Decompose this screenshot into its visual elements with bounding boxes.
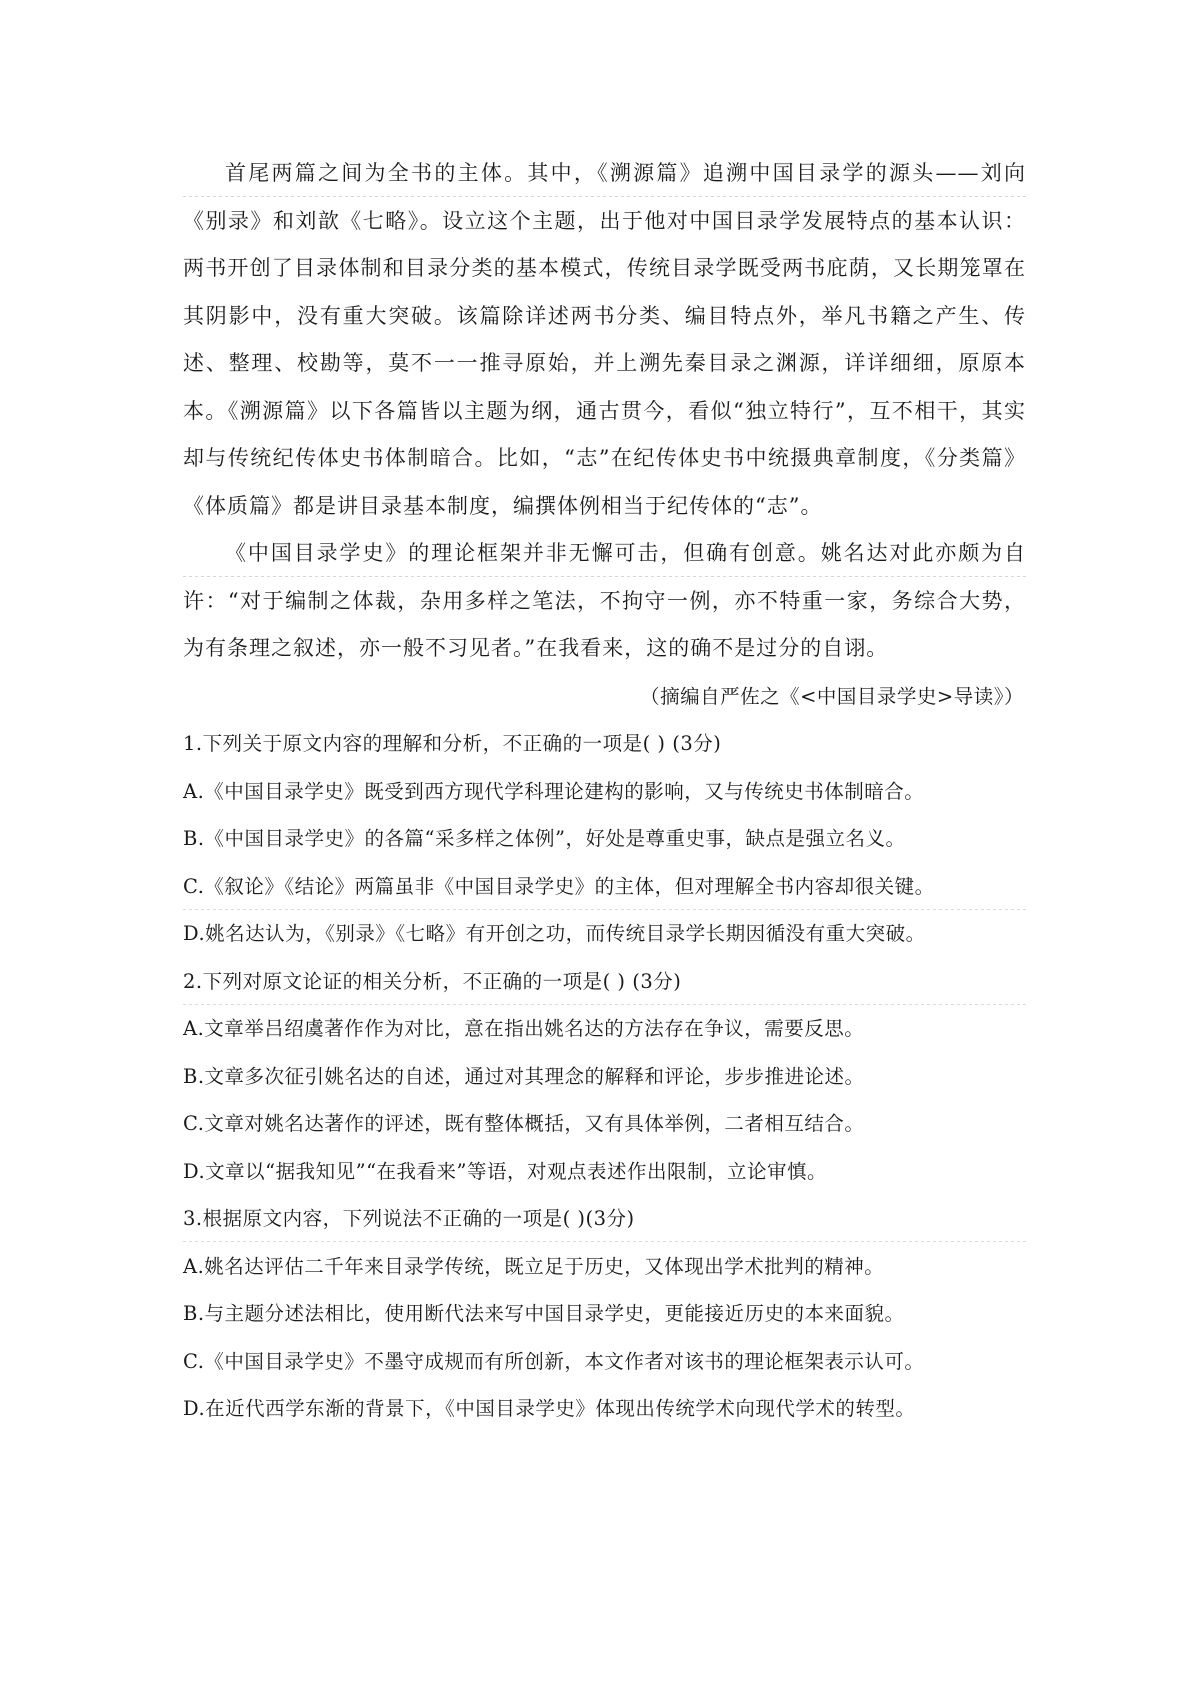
option-d: D.姚名达认为，《别录》《七略》有开创之功，而传统目录学长期因循没有重大突破。 [183, 922, 926, 945]
option-a: A.《中国目录学史》既受到西方现代学科理论建构的影响，又与传统史书体制暗合。 [183, 779, 925, 803]
option-a: A.文章举吕绍虞著作作为对比，意在指出姚名达的方法存在争议，需要反思。 [183, 1017, 865, 1040]
question-2 [183, 958, 1026, 1196]
option-a: A.姚名达评估二千年来目录学传统，既立足于历史，又体现出学术批判的精神。 [183, 1254, 885, 1278]
passage-paragraph-2: 《中国目录学史》的理论框架并非无懈可击，但确有创意。姚名达对此亦颇为自许：“对于编制之体裁，杂用多样之笔法，不拘守一例，亦不特重一家，务综合大势，为有条理之叙述，亦一般不习见者。”在我看来，这的确不是过分的自诩。 [183, 530, 1026, 673]
option-b: B.《中国目录学史》的各篇“采多样之体例”，好处是尊重史事，缺点是强立名义。 [183, 827, 906, 850]
question-stem: 1.下列关于原文内容的理解和分析，不正确的一项是( ) (3分) [183, 732, 722, 755]
option-d: D.在近代西学东渐的背景下，《中国目录学史》体现出传统学术向现代学术的转型。 [183, 1397, 916, 1420]
option-c: C.《叙论》《结论》两篇虽非《中国目录学史》的主体，但对理解全书内容却很关键。 [183, 863, 1026, 911]
question-1 [183, 720, 1026, 958]
passage-paragraph-1: 首尾两篇之间为全书的主体。其中，《溯源篇》追溯中国目录学的源头——刘向《别录》和刘歆《七略》。设立这个主题，出于他对中国目录学发展特点的基本认识：两书开创了目录体制和目录分类的基本模式，传统目录学既受两书庇荫，又长期笼罩在其阴影中，没有重大突破。该篇除详述两书分类、编目特点外，举凡书籍之产生、传述、整理、校勘等，莫不一一推寻原始，并上溯先秦目录之渊源，详详细细，原原本本。《溯源篇》以下各篇皆以主题为纲，通古贯今，看似“独立特行”，互不相干，其实却与传统纪传体史书体制暗合。比如，“志”在纪传体史书中统摄典章制度，《分类篇》《体质篇》都是讲目录基本制度，编撰体例相当于纪传体的“志”。 [183, 150, 1026, 530]
question-stem: 2.下列对原文论证的相关分析，不正确的一项是( ) (3分) [183, 958, 1026, 1006]
question-stem: 3.根据原文内容，下列说法不正确的一项是( )(3分) [183, 1195, 1026, 1243]
question-3 [183, 1195, 1026, 1433]
passage [183, 150, 1026, 673]
option-b: B.与主题分述法相比，使用断代法来写中国目录学史，更能接近历史的本来面貌。 [183, 1302, 905, 1325]
option-c: C.《中国目录学史》不墨守成规而有所创新，本文作者对该书的理论框架表示认可。 [183, 1349, 925, 1373]
questions-section [183, 720, 1026, 1433]
option-d: D.文章以“据我知见”“在我看来”等语，对观点表述作出限制，立论审慎。 [183, 1159, 828, 1183]
option-b: B.文章多次征引姚名达的自述，通过对其理念的解释和评论，步步推进论述。 [183, 1064, 865, 1088]
passage-source: （摘编自严佐之《<中国目录学史>导读》） [640, 684, 1024, 708]
option-c: C.文章对姚名达著作的评述，既有整体概括，又有具体举例，二者相互结合。 [183, 1112, 865, 1135]
document-content [183, 150, 1026, 1433]
